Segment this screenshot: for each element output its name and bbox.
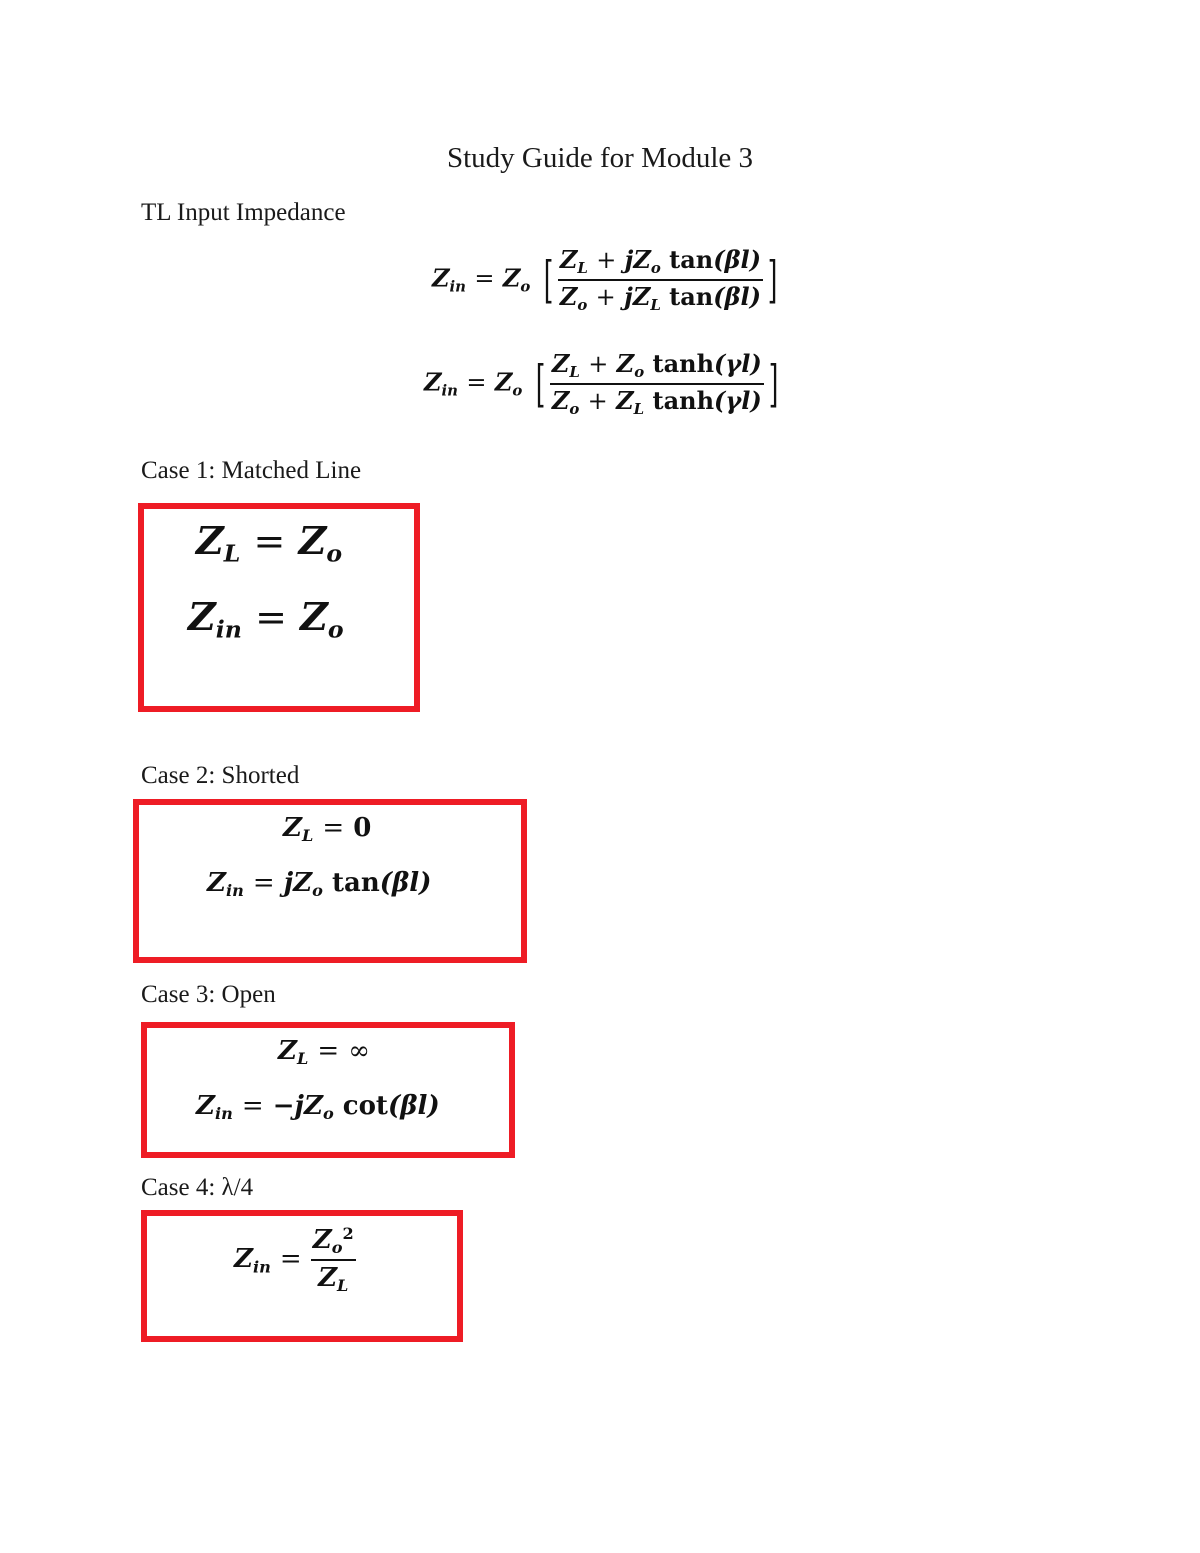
case3-input-equation: $Z_{in} = -jZ_o$ cot(βl)	[196, 1091, 440, 1124]
case4-input-equation: $Z_{in}$ = $\frac{Z_o^2}{Z_L}$	[234, 1224, 354, 1296]
case4-heading: Case 4: λ/4	[141, 1174, 254, 1201]
case1-load-equation: $Z_L = Z_o$	[196, 518, 343, 568]
case1-heading: Case 1: Matched Line	[141, 457, 362, 484]
case3-heading: Case 3: Open	[141, 981, 276, 1008]
case2-load-equation: $Z_L = 0$	[283, 813, 372, 846]
input-impedance-equation-tanh: $Z_{in} = Z_o$ [ $\frac{Z_L + Z_o \tanh(\gamma l)}{Z_o + Z_L \tanh(\gamma l)}$ ]	[424, 349, 779, 418]
section-heading-input-impedance: TL Input Impedance	[141, 199, 346, 226]
input-impedance-equation-tan: $Z_{in} = Z_o$ [ $\frac{Z_L + jZ_o \tan(\beta l)}{Z_o + jZ_L \tan(\beta l)}$ ]	[432, 245, 778, 314]
case2-heading: Case 2: Shorted	[141, 762, 300, 789]
page-title: Study Guide for Module 3	[446, 142, 754, 174]
case2-input-equation: $Z_{in} = jZ_o$ tan(βl)	[207, 868, 432, 901]
case3-load-equation: $Z_L$ = ∞	[278, 1036, 370, 1069]
case1-input-equation: $Z_{in} = Z_o$	[188, 594, 344, 644]
